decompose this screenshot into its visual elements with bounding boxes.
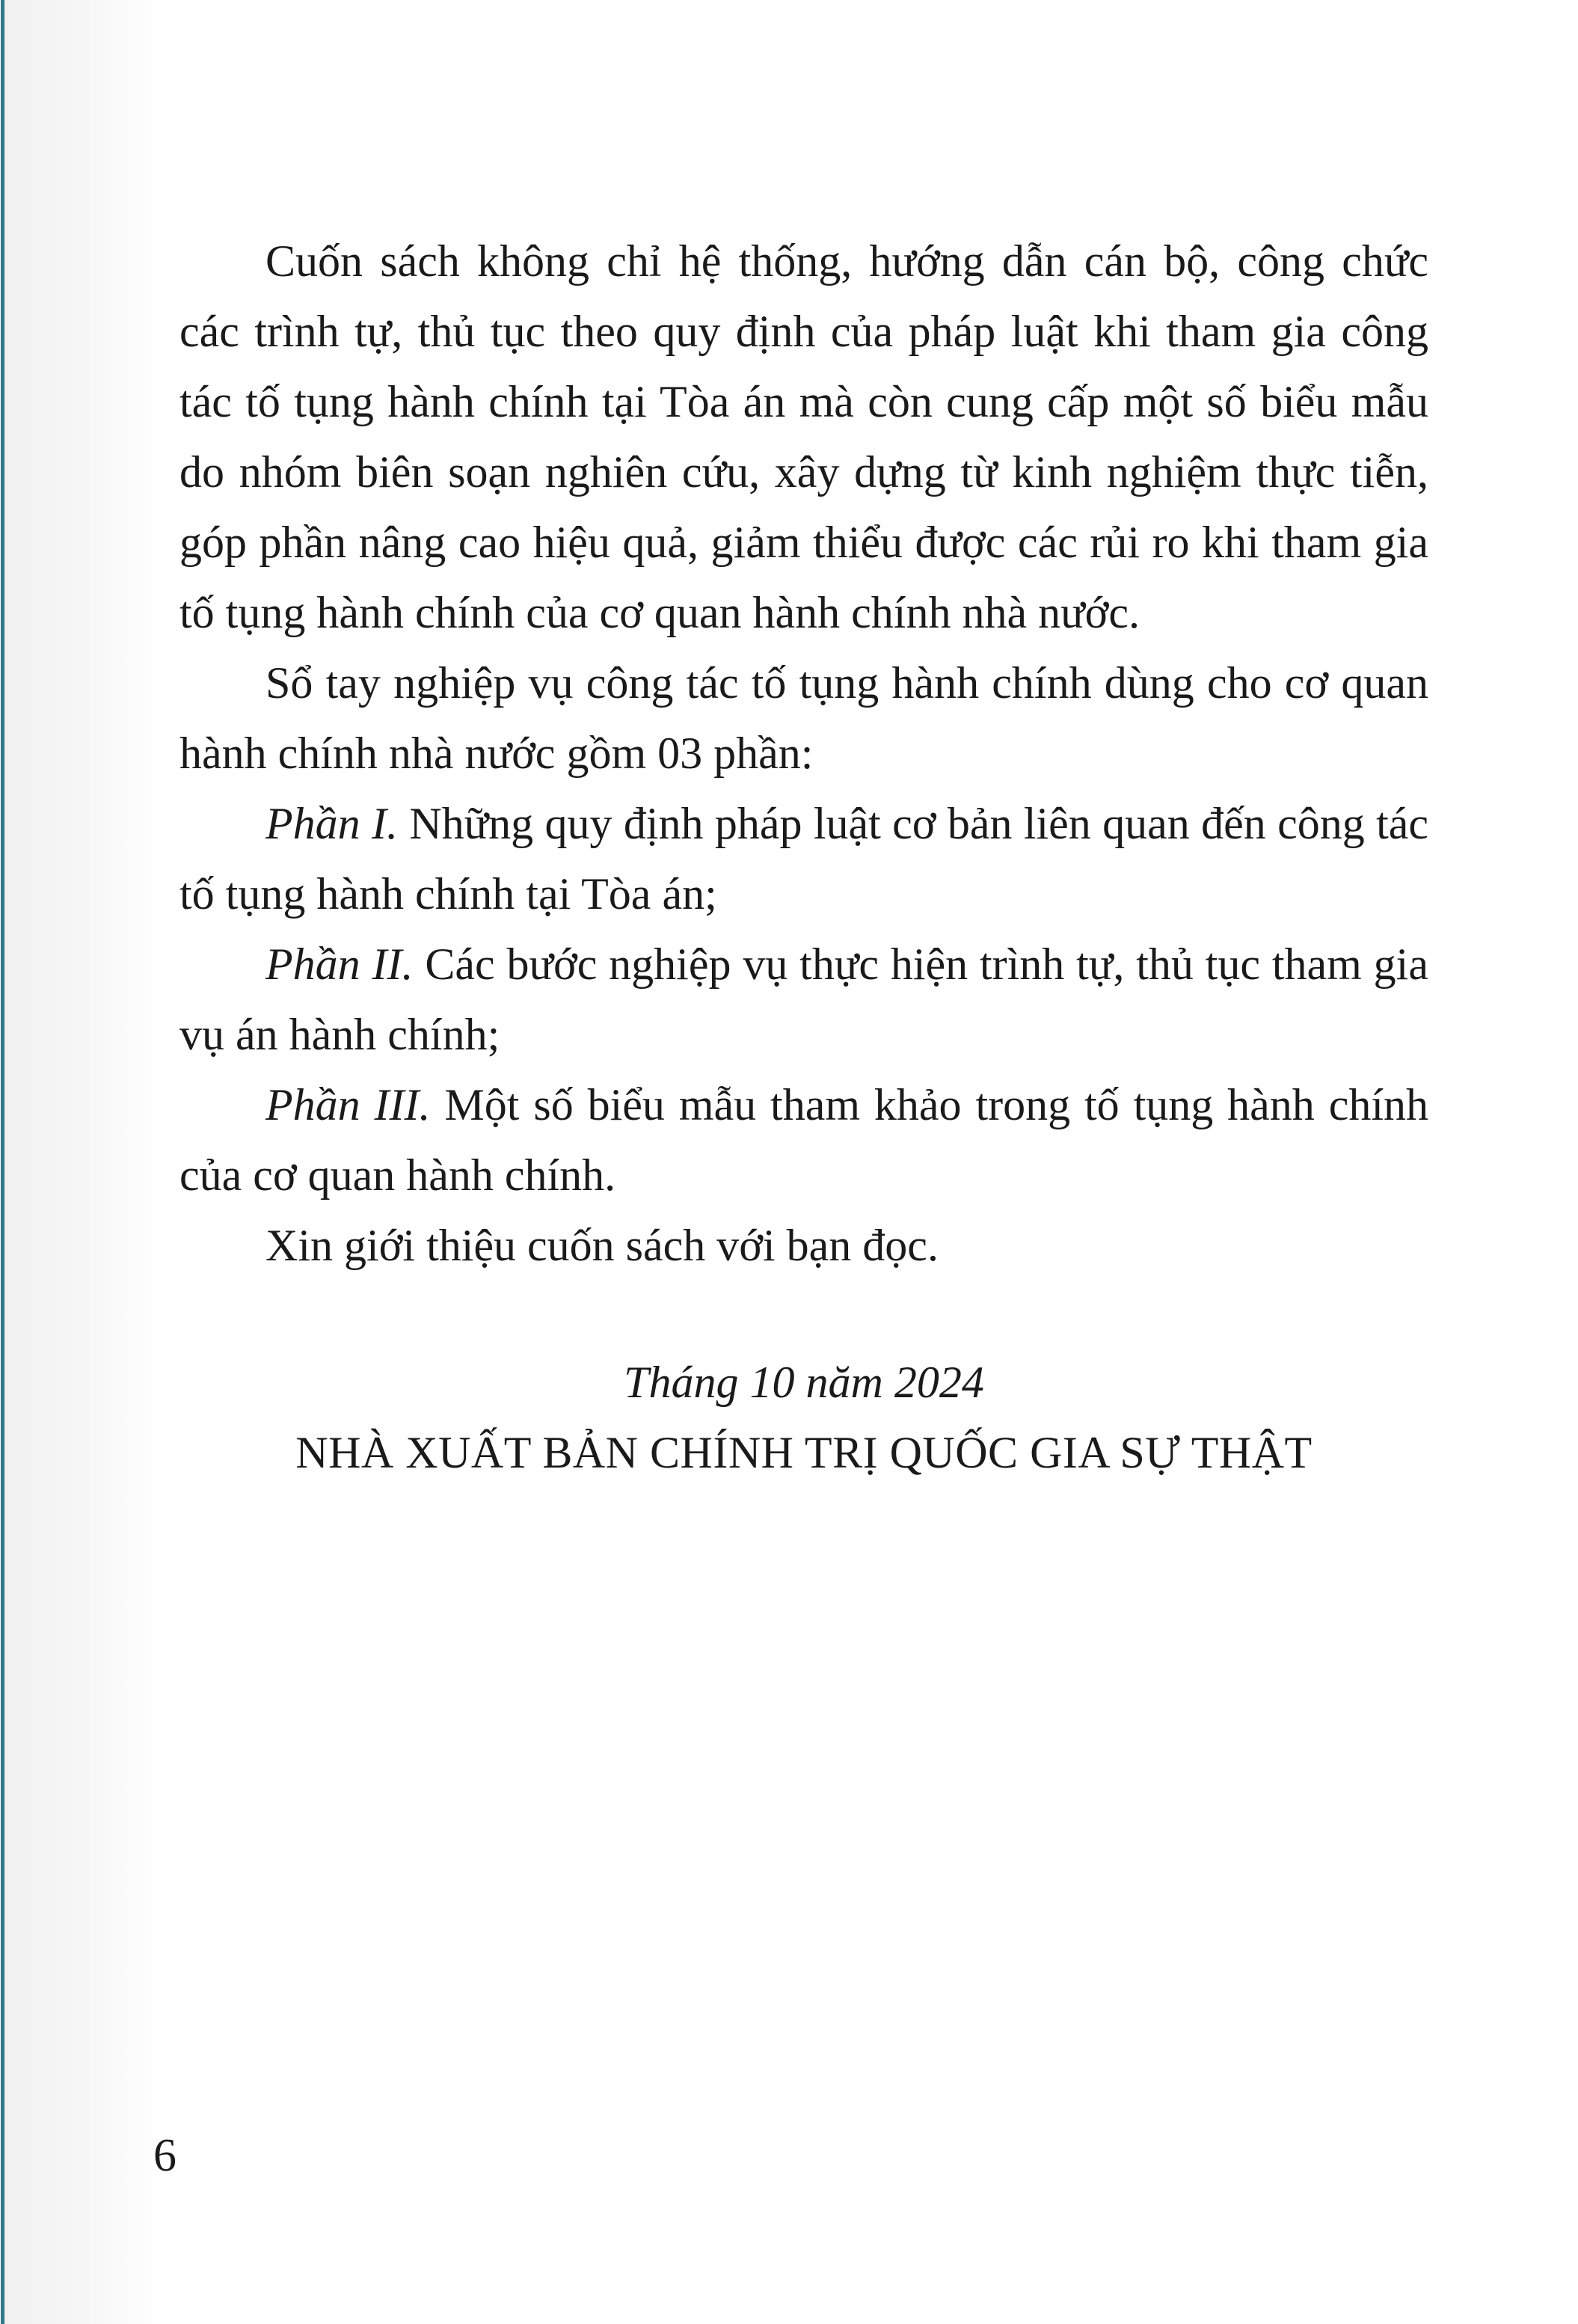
paragraph-intro xyxy=(179,226,1428,648)
part-label: Phần II. xyxy=(265,939,414,989)
gutter-shadow-gradient xyxy=(4,0,165,2324)
paragraph-text: Sổ tay nghiệp vụ công tác tố tụng hành chính dùng cho cơ quan hành chính nhà nước gồm 03 phần: xyxy=(179,658,1428,778)
paragraph-text: Một số biểu mẫu tham khảo trong tố tụng hành chính của cơ quan hành chính. xyxy=(179,1080,1429,1200)
paragraph-text: Các bước nghiệp vụ thực hiện trình tự, thủ tục tham gia vụ án hành chính; xyxy=(179,939,1428,1059)
page-number: 6 xyxy=(153,2130,176,2181)
part-label: Phần I. xyxy=(265,799,398,848)
paragraph-part-1 xyxy=(179,788,1428,929)
paragraph-text: Những quy định pháp luật cơ bản liên quan đến công tác tố tụng hành chính tại Tòa án; xyxy=(179,799,1429,919)
paragraph-text: Xin giới thiệu cuốn sách với bạn đọc. xyxy=(265,1221,939,1270)
paragraph-overview xyxy=(179,648,1428,788)
paragraph-closing xyxy=(179,1210,1428,1281)
paragraph-text: Cuốn sách không chỉ hệ thống, hướng dẫn cán bộ, công chức các trình tự, thủ tục theo quy định của pháp luật khi tham gia công tác tố tụng hành chính tại Tòa án mà còn cung cấp một số biểu mẫu do nhóm biên soạn nghiên cứu, xây dựng từ kinh nghiệm thực tiễn, góp phần nâng cao hiệu quả, giảm thiểu được các rủi ro khi tham gia tố tụng hành chính của cơ quan hành chính nhà nước. xyxy=(179,236,1428,637)
paragraph-part-3 xyxy=(179,1070,1428,1210)
part-label: Phần III. xyxy=(265,1080,431,1129)
paragraph-part-2 xyxy=(179,929,1428,1070)
publisher-name: NHÀ XUẤT BẢN CHÍNH TRỊ QUỐC GIA SỰ THẬT xyxy=(295,1428,1313,1477)
page-text-block xyxy=(179,226,1428,1488)
date-line: Tháng 10 năm 2024 xyxy=(624,1358,984,1407)
